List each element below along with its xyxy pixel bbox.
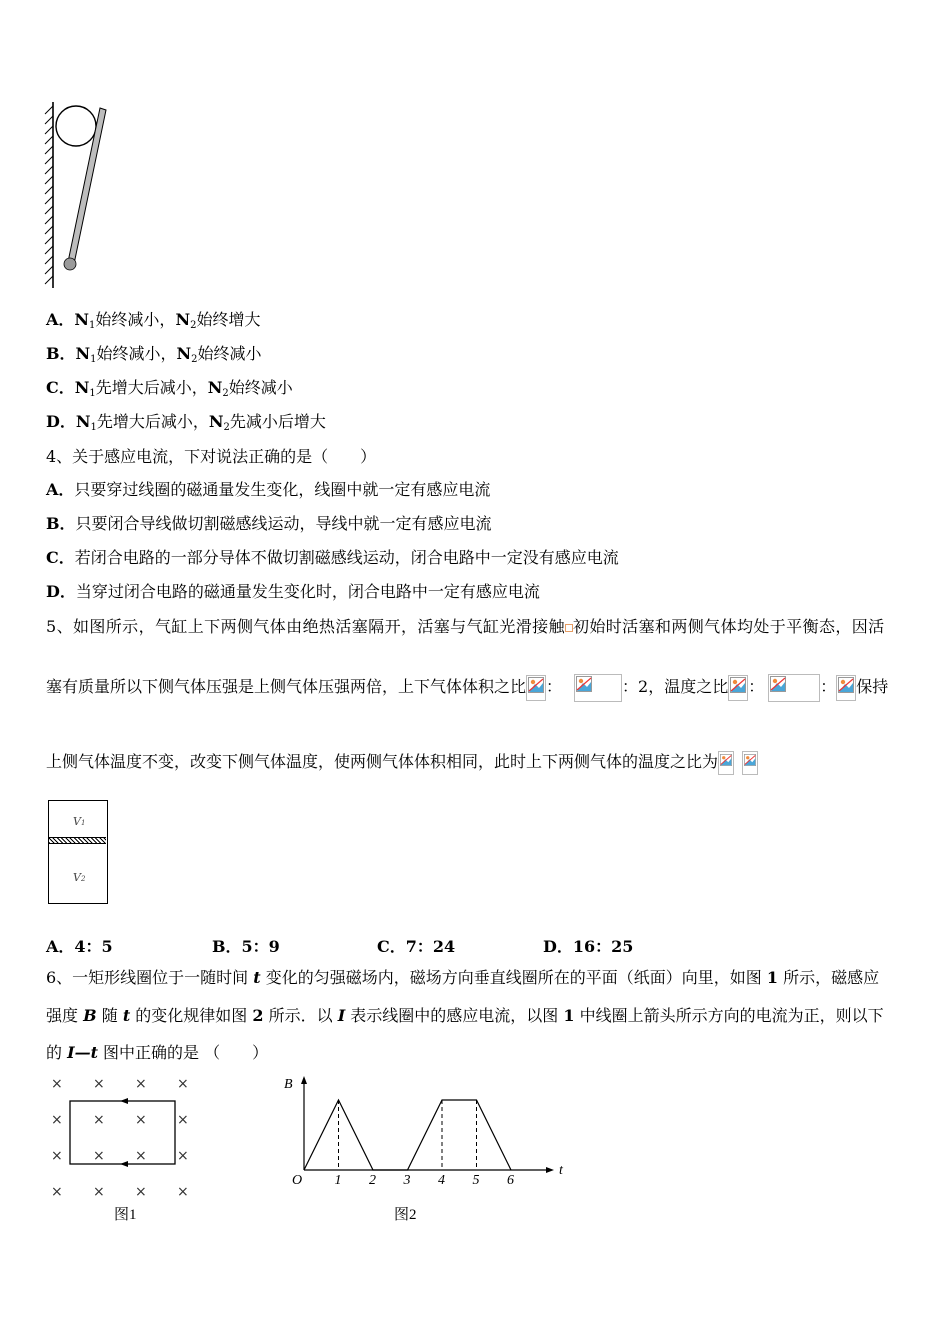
q3-option-b	[46, 344, 262, 370]
n2-symbol: N	[175, 310, 191, 329]
option-text: 先增大后减小，	[95, 378, 208, 397]
q6-line-2	[46, 1006, 884, 1026]
q5-text: 5、如图所示，气缸上下两侧气体由绝热活塞隔开，活塞与气缸光滑接触	[46, 617, 565, 636]
field-cross-icon: ×	[51, 1076, 63, 1092]
n2-sub: 2	[191, 354, 198, 365]
n2-symbol: N	[207, 378, 223, 397]
broken-image-icon	[526, 675, 546, 701]
field-cross-icon: ×	[135, 1184, 147, 1200]
q3-option-d	[46, 412, 326, 438]
option-label: B．	[46, 344, 76, 363]
q6-text: 中线圈上箭头所示方向的电流为正，则以下	[574, 1006, 884, 1025]
n2-symbol: N	[176, 344, 192, 363]
n2-sub: 2	[222, 388, 229, 399]
option-text: 若闭合电路的一部分导体不做切割磁感线运动，闭合电路中一定没有感应电流	[74, 548, 619, 567]
x-tick-label: 3	[403, 1173, 411, 1188]
broken-image-icon	[768, 674, 820, 702]
figure-2	[280, 1070, 563, 1200]
field-cross-icon: ×	[135, 1112, 147, 1128]
q4-option-c	[46, 548, 619, 568]
option-label: A．	[46, 480, 75, 499]
option-text: 只要穿过线圈的磁通量发生变化，线圈中就一定有感应电流	[74, 480, 491, 499]
q5-answer-b: B．5：9	[212, 937, 280, 956]
q5-answer-c: C．7：24	[377, 937, 456, 956]
q5-colon: ：	[820, 677, 837, 696]
t-variable: t	[122, 1006, 131, 1025]
q5-answer-d: D．16：25	[543, 937, 634, 956]
n1-symbol: N	[75, 344, 91, 363]
x-axis-label: t	[559, 1163, 563, 1178]
q3-option-c	[46, 378, 293, 404]
figure-2-caption: 图2	[394, 1207, 417, 1223]
n1-sub: 1	[90, 354, 97, 365]
origin-label: O	[292, 1173, 303, 1188]
q4-option-a	[46, 480, 490, 500]
broken-image-icon	[565, 624, 573, 632]
field-cross-icon: ×	[177, 1184, 189, 1200]
b-t-graph	[280, 1070, 563, 1200]
q6-text: 所示．以	[263, 1006, 338, 1025]
field-cross-icon: ×	[93, 1076, 105, 1092]
q5-line-3	[46, 740, 758, 784]
broken-image-icon	[574, 674, 622, 702]
field-cross-icon: ×	[135, 1076, 147, 1092]
field-cross-icon: ×	[135, 1148, 147, 1164]
q6-text: 随	[96, 1006, 123, 1025]
n1-sub: 1	[90, 422, 97, 433]
option-label: D．	[46, 582, 76, 601]
option-text: 先减小后增大	[229, 412, 326, 431]
broken-image-icon	[718, 751, 734, 775]
n2-symbol: N	[208, 412, 224, 431]
q5-text: ：2，温度之比	[622, 677, 729, 696]
i-variable: I	[337, 1006, 346, 1025]
i-t-symbol: I—t	[67, 1043, 98, 1062]
q6-text: 所示，磁感应	[778, 968, 880, 987]
option-text: 始终增大	[196, 310, 261, 329]
q6-line-1	[46, 968, 879, 988]
q6-text: 的变化规律如图	[130, 1006, 253, 1025]
q5-text: 保持	[856, 677, 889, 696]
field-cross-icon: ×	[177, 1076, 189, 1092]
q5-text: 塞有质量所以下侧气体压强是上侧气体压强两倍，上下气体体积之比	[46, 677, 527, 696]
q5-line-2	[46, 664, 888, 710]
q5-text: 上侧气体温度不变，改变下侧气体温度，使两侧气体体积相同，此时上下两侧气体的温度之比为	[46, 752, 719, 771]
q6-text: 6、一矩形线圈位于一随时间	[46, 968, 254, 987]
option-label: D．	[46, 412, 76, 431]
q6-line-3	[46, 1043, 268, 1063]
y-axis-arrow	[301, 1076, 307, 1084]
field-cross-icon: ×	[177, 1112, 189, 1128]
option-label: C．	[46, 378, 75, 397]
n1-sub: 1	[89, 388, 96, 399]
q5-line-1	[46, 617, 885, 637]
n2-sub: 2	[223, 422, 230, 433]
q6-text: 图中正确的是 （ ）	[97, 1043, 269, 1062]
q6-text: 的	[46, 1043, 68, 1062]
fig-number: 1	[766, 968, 778, 987]
field-cross-icon: ×	[93, 1148, 105, 1164]
b-variable: B	[83, 1006, 97, 1025]
q5-answer-a: A．4：5	[46, 937, 113, 956]
option-text: 始终减小	[197, 344, 262, 363]
q4-option-b	[46, 514, 492, 534]
figure-1	[44, 1072, 204, 1202]
option-text: 始终减小，	[95, 310, 176, 329]
y-axis-label: B	[284, 1077, 293, 1092]
option-text: 始终减小，	[96, 344, 177, 363]
field-cross-icon: ×	[51, 1148, 63, 1164]
field-cross-icon: ×	[93, 1112, 105, 1128]
option-label: A．	[46, 310, 75, 329]
field-cross-icon: ×	[51, 1112, 63, 1128]
option-text: 当穿过闭合电路的磁通量发生变化时，闭合电路中一定有感应电流	[75, 582, 540, 601]
q4-stem: 4、关于感应电流，下对说法正确的是（ ）	[46, 447, 377, 466]
x-tick-label: 2	[369, 1173, 376, 1188]
wall-ball-board-figure	[40, 98, 120, 294]
field-cross-icon: ×	[177, 1148, 189, 1164]
q5-answers	[46, 934, 746, 954]
q6-text: 强度	[46, 1006, 84, 1025]
x-axis-arrow	[546, 1167, 554, 1173]
v1-label: V1	[73, 815, 86, 828]
q4-option-d	[46, 582, 540, 602]
n1-symbol: N	[74, 310, 90, 329]
broken-image-icon	[836, 675, 856, 701]
n1-symbol: N	[74, 378, 90, 397]
t-variable: t	[253, 968, 261, 987]
n2-sub: 2	[190, 320, 197, 331]
field-cross-icon: ×	[51, 1184, 63, 1200]
q6-text: 表示线圈中的感应电流，以图	[345, 1006, 564, 1025]
option-text: 先增大后减小，	[96, 412, 209, 431]
fig-number: 1	[563, 1006, 575, 1025]
option-label: C．	[46, 548, 75, 567]
option-text: 始终减小	[228, 378, 293, 397]
broken-image-icon	[728, 675, 748, 701]
broken-image-icon	[742, 751, 758, 775]
coil-in-field-diagram	[44, 1072, 204, 1202]
cylinder-figure	[48, 800, 108, 904]
x-tick-label: 6	[507, 1173, 514, 1188]
field-crosses	[51, 1076, 189, 1200]
option-text: 只要闭合导线做切割磁感线运动，导线中就一定有感应电流	[75, 514, 492, 533]
field-cross-icon: ×	[93, 1184, 105, 1200]
x-tick-label: 5	[472, 1173, 480, 1188]
q3-option-a	[46, 310, 260, 336]
b-series-line	[304, 1100, 511, 1170]
n1-symbol: N	[75, 412, 91, 431]
q5-colon: ：	[748, 677, 765, 696]
v2-label: V2	[73, 871, 86, 884]
option-label: B．	[46, 514, 76, 533]
q6-text: 变化的匀强磁场内，磁场方向垂直线圈所在的平面（纸面）向里，如图	[260, 968, 767, 987]
q5-colon: ：	[546, 677, 563, 696]
q5-text: 初始时活塞和两侧气体均处于平衡态，因活	[572, 617, 885, 636]
fig-number: 2	[252, 1006, 264, 1025]
n1-sub: 1	[89, 320, 96, 331]
piston	[49, 837, 106, 844]
figure-1-caption: 图1	[114, 1207, 137, 1223]
x-tick-label: 1	[334, 1173, 342, 1188]
x-tick-label: 4	[438, 1173, 445, 1188]
